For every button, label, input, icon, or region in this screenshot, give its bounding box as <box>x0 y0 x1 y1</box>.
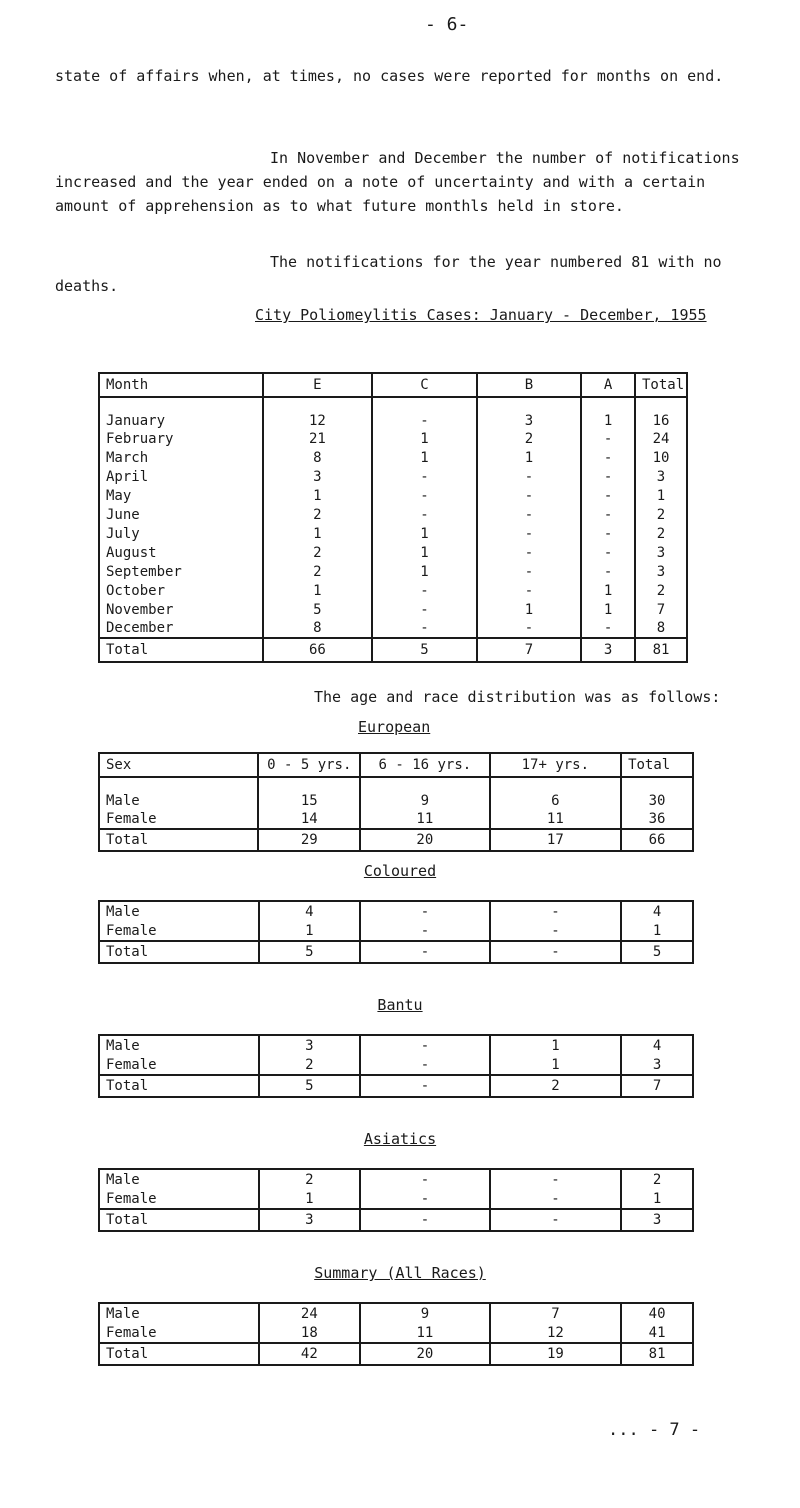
total-cell: 5 <box>372 638 477 662</box>
bantu-table <box>98 1034 694 1098</box>
total-row <box>99 1343 693 1365</box>
case-count: 3 <box>259 1035 361 1055</box>
case-count: 3 <box>621 1055 693 1075</box>
sex-label: Female <box>99 1055 259 1075</box>
asiatics-table <box>98 1168 694 1232</box>
total-label: Total <box>99 638 263 662</box>
case-count: 40 <box>621 1303 693 1323</box>
case-count: - <box>581 543 635 562</box>
total-cell: 42 <box>259 1343 361 1365</box>
case-count: 3 <box>635 562 687 581</box>
coloured-label: Coloured <box>363 862 437 880</box>
month-label: January <box>99 397 263 429</box>
total-row <box>99 941 693 963</box>
month-label: February <box>99 429 263 448</box>
case-count: - <box>490 901 622 921</box>
table-row <box>99 467 687 486</box>
european-label: European <box>358 718 431 736</box>
table-row <box>99 429 687 448</box>
case-count: - <box>477 581 582 600</box>
case-count: 8 <box>263 619 373 638</box>
case-count: - <box>490 1169 622 1189</box>
case-count: - <box>477 562 582 581</box>
case-count: 30 <box>621 777 693 809</box>
table-row <box>99 901 693 921</box>
case-count: 1 <box>263 486 373 505</box>
case-count: 4 <box>621 1035 693 1055</box>
month-label: October <box>99 581 263 600</box>
month-label: November <box>99 600 263 619</box>
bantu-label: Bantu <box>377 996 423 1014</box>
case-count: 9 <box>360 777 490 809</box>
case-count: - <box>581 619 635 638</box>
case-count: 2 <box>635 505 687 524</box>
case-count: - <box>490 921 622 941</box>
table-row <box>99 1055 693 1075</box>
table-row <box>99 600 687 619</box>
case-count: 2 <box>263 562 373 581</box>
case-count: - <box>581 467 635 486</box>
sex-label: Male <box>99 1169 259 1189</box>
table-row <box>99 486 687 505</box>
total-row <box>99 1209 693 1231</box>
table-row <box>99 619 687 638</box>
case-count: - <box>581 429 635 448</box>
total-cell: 7 <box>477 638 582 662</box>
case-count: 11 <box>360 809 490 829</box>
summary-label: Summary (All Races) <box>314 1264 486 1282</box>
table-row <box>99 1303 693 1323</box>
col-header-total: Total <box>621 753 693 777</box>
col-header-6-16: 6 - 16 yrs. <box>360 753 490 777</box>
col-header-a: A <box>581 373 635 397</box>
case-count: - <box>581 524 635 543</box>
case-count: 1 <box>259 1189 361 1209</box>
total-cell: 5 <box>259 1075 361 1097</box>
table-row <box>99 581 687 600</box>
case-count: - <box>477 505 582 524</box>
case-count: 1 <box>263 581 373 600</box>
case-count: - <box>360 1055 490 1075</box>
month-label: June <box>99 505 263 524</box>
case-count: 10 <box>635 448 687 467</box>
case-count: 5 <box>263 600 373 619</box>
case-count: - <box>372 619 477 638</box>
case-count: - <box>360 1169 490 1189</box>
paragraph-1: state of affairs when, at times, no cases were reported for months on end. <box>55 67 724 85</box>
case-count: 1 <box>263 524 373 543</box>
total-cell: 29 <box>258 829 360 851</box>
table-row <box>99 777 693 809</box>
total-cell: - <box>360 1075 490 1097</box>
case-count: 8 <box>263 448 373 467</box>
col-header-c: C <box>372 373 477 397</box>
total-cell: - <box>360 941 490 963</box>
total-cell: 3 <box>581 638 635 662</box>
case-count: 2 <box>635 581 687 600</box>
case-count: 2 <box>259 1055 361 1075</box>
total-label: Total <box>99 1075 259 1097</box>
case-count: - <box>581 448 635 467</box>
case-count: 1 <box>621 921 693 941</box>
month-label: August <box>99 543 263 562</box>
case-count: - <box>581 486 635 505</box>
case-count: 36 <box>621 809 693 829</box>
month-label: April <box>99 467 263 486</box>
sex-label: Male <box>99 1035 259 1055</box>
sex-label: Male <box>99 901 259 921</box>
case-count: 4 <box>621 901 693 921</box>
case-count: 1 <box>477 448 582 467</box>
case-count: 7 <box>635 600 687 619</box>
case-count: 11 <box>490 809 621 829</box>
case-count: - <box>477 486 582 505</box>
case-count: - <box>360 901 490 921</box>
total-cell: 66 <box>621 829 693 851</box>
case-count: 12 <box>490 1323 622 1343</box>
total-cell: 66 <box>263 638 373 662</box>
case-count: 24 <box>635 429 687 448</box>
col-header-total: Total <box>635 373 687 397</box>
table-row <box>99 448 687 467</box>
total-cell: 81 <box>635 638 687 662</box>
case-count: 11 <box>360 1323 490 1343</box>
total-cell: 7 <box>621 1075 693 1097</box>
european-table <box>98 752 694 852</box>
case-count: - <box>477 467 582 486</box>
table1-title: City Poliomeylitis Cases: January - December, 1955 <box>255 306 707 324</box>
case-count: 24 <box>259 1303 361 1323</box>
total-label: Total <box>99 1209 259 1231</box>
case-count: 1 <box>581 581 635 600</box>
table-row <box>99 524 687 543</box>
case-count: 1 <box>372 543 477 562</box>
total-cell: 2 <box>490 1075 622 1097</box>
table-row <box>99 562 687 581</box>
case-count: 1 <box>372 524 477 543</box>
case-count: 1 <box>635 486 687 505</box>
table-row <box>99 505 687 524</box>
total-cell: - <box>360 1209 490 1231</box>
case-count: - <box>477 524 582 543</box>
total-label: Total <box>99 1343 259 1365</box>
case-count: - <box>477 619 582 638</box>
month-label: May <box>99 486 263 505</box>
paragraph-3: The notifications for the year numbered 81 with no deaths. <box>55 253 722 295</box>
table-row <box>99 397 687 429</box>
total-row <box>99 829 693 851</box>
col-header-b: B <box>477 373 582 397</box>
paragraph-2: In November and December the number of notifications increased and the year ended on a note of uncertainty and with a certain amount of apprehension as to what future monthls held in store. <box>55 149 740 215</box>
month-label: July <box>99 524 263 543</box>
case-count: 6 <box>490 777 621 809</box>
case-count: - <box>372 397 477 429</box>
case-count: 1 <box>490 1055 622 1075</box>
case-count: - <box>490 1189 622 1209</box>
case-count: 1 <box>372 562 477 581</box>
case-count: 3 <box>635 543 687 562</box>
table-row <box>99 1035 693 1055</box>
coloured-table <box>98 900 694 964</box>
next-page-marker: ... - 7 - <box>608 1420 701 1440</box>
total-cell: 20 <box>360 829 490 851</box>
case-count: 1 <box>581 397 635 429</box>
total-cell: 3 <box>621 1209 693 1231</box>
total-cell: - <box>490 941 622 963</box>
case-count: 15 <box>258 777 360 809</box>
case-count: - <box>477 543 582 562</box>
case-count: 1 <box>259 921 361 941</box>
case-count: 1 <box>372 429 477 448</box>
case-count: 2 <box>263 505 373 524</box>
summary-table <box>98 1302 694 1366</box>
case-count: 4 <box>259 901 361 921</box>
case-count: 2 <box>477 429 582 448</box>
month-label: September <box>99 562 263 581</box>
case-count: - <box>581 562 635 581</box>
case-count: - <box>360 1035 490 1055</box>
total-cell: 3 <box>259 1209 361 1231</box>
monthly-cases-table <box>98 372 688 663</box>
sex-label: Female <box>99 809 258 829</box>
case-count: - <box>372 486 477 505</box>
asiatics-label: Asiatics <box>363 1130 437 1148</box>
case-count: 3 <box>635 467 687 486</box>
case-count: - <box>372 467 477 486</box>
case-count: - <box>581 505 635 524</box>
table-row <box>99 543 687 562</box>
case-count: 18 <box>259 1323 361 1343</box>
case-count: 1 <box>477 600 582 619</box>
case-count: 41 <box>621 1323 693 1343</box>
case-count: 1 <box>372 448 477 467</box>
total-label: Total <box>99 941 259 963</box>
age-race-intro: The age and race distribution was as follows: <box>314 688 721 706</box>
total-cell: - <box>490 1209 622 1231</box>
case-count: 3 <box>477 397 582 429</box>
col-header-month: Month <box>99 373 263 397</box>
total-row <box>99 1075 693 1097</box>
case-count: - <box>372 600 477 619</box>
total-cell: 5 <box>259 941 361 963</box>
case-count: 12 <box>263 397 373 429</box>
case-count: 1 <box>490 1035 622 1055</box>
case-count: 2 <box>259 1169 361 1189</box>
case-count: 14 <box>258 809 360 829</box>
table-row <box>99 809 693 829</box>
sex-label: Female <box>99 921 259 941</box>
case-count: 2 <box>621 1169 693 1189</box>
case-count: 2 <box>635 524 687 543</box>
case-count: 2 <box>263 543 373 562</box>
total-cell: 20 <box>360 1343 490 1365</box>
total-cell: 19 <box>490 1343 622 1365</box>
total-label: Total <box>99 829 258 851</box>
col-header-17plus: 17+ yrs. <box>490 753 621 777</box>
table-row <box>99 921 693 941</box>
table-row <box>99 1189 693 1209</box>
page-number: - 6- <box>425 14 469 35</box>
case-count: 7 <box>490 1303 622 1323</box>
col-header-sex: Sex <box>99 753 258 777</box>
sex-label: Male <box>99 1303 259 1323</box>
case-count: 16 <box>635 397 687 429</box>
sex-label: Female <box>99 1189 259 1209</box>
case-count: 9 <box>360 1303 490 1323</box>
total-cell: 81 <box>621 1343 693 1365</box>
sex-label: Male <box>99 777 258 809</box>
col-header-e: E <box>263 373 373 397</box>
case-count: - <box>372 505 477 524</box>
total-cell: 5 <box>621 941 693 963</box>
case-count: - <box>360 1189 490 1209</box>
table-row <box>99 1323 693 1343</box>
case-count: 1 <box>621 1189 693 1209</box>
month-label: March <box>99 448 263 467</box>
month-label: December <box>99 619 263 638</box>
case-count: 3 <box>263 467 373 486</box>
sex-label: Female <box>99 1323 259 1343</box>
case-count: 21 <box>263 429 373 448</box>
case-count: 8 <box>635 619 687 638</box>
case-count: 1 <box>581 600 635 619</box>
total-cell: 17 <box>490 829 621 851</box>
case-count: - <box>372 581 477 600</box>
col-header-0-5: 0 - 5 yrs. <box>258 753 360 777</box>
table-row <box>99 1169 693 1189</box>
case-count: - <box>360 921 490 941</box>
